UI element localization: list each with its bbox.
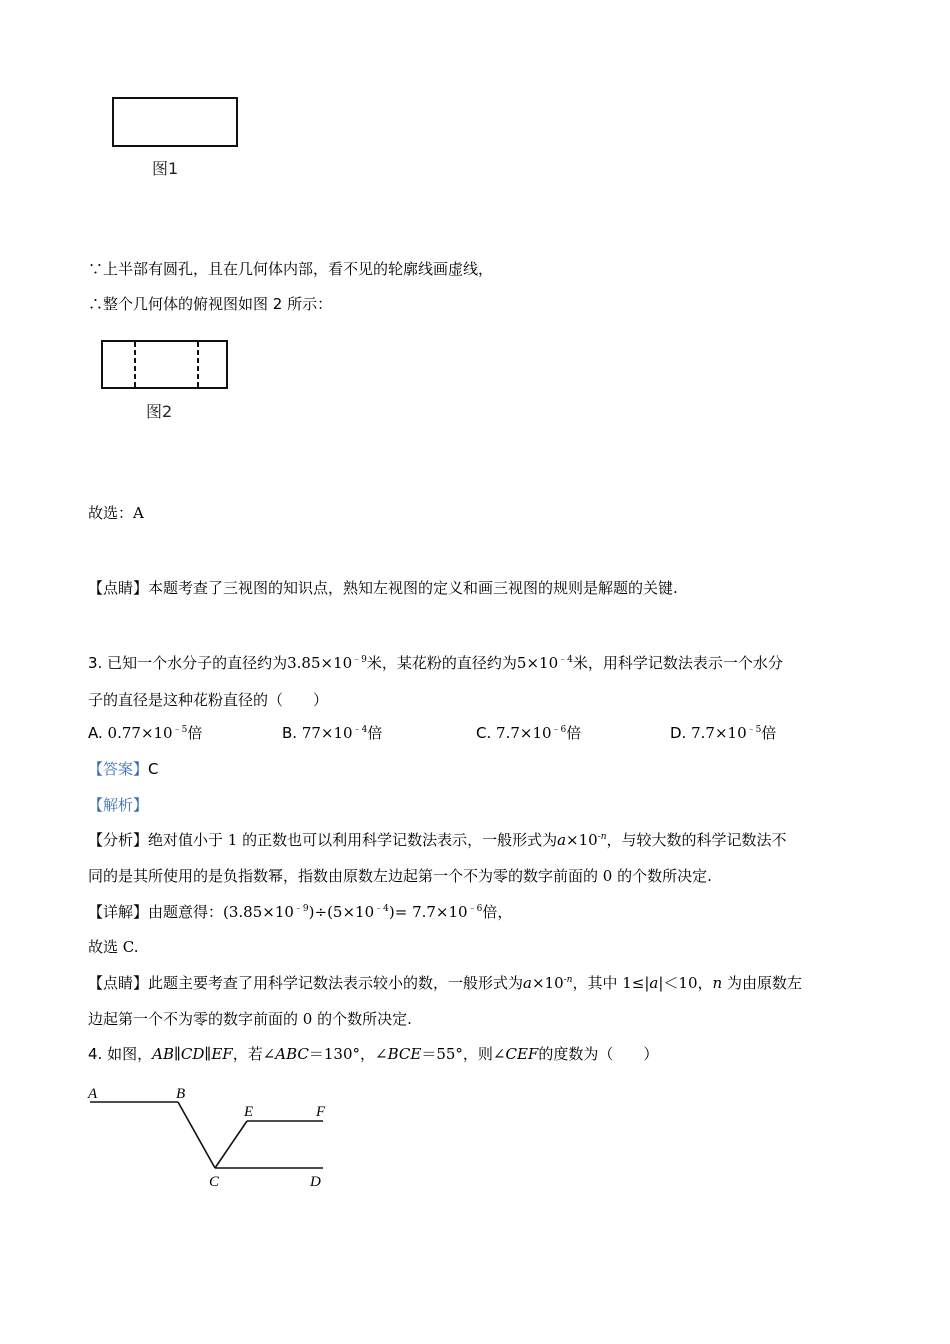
q3-line-1 xyxy=(88,652,783,673)
fenxi-end: ，与较大数的科学记数法不 xyxy=(606,831,787,849)
dianjing-var-n: n xyxy=(712,974,723,992)
option-label: D. xyxy=(670,724,687,742)
q3-text-a: 已知一个水分子的直径约为 xyxy=(107,654,288,672)
detail-exp-1: ﹣9 xyxy=(293,904,309,914)
choose-a-line: 故选：A xyxy=(88,504,144,522)
q3-dianjing-line-1 xyxy=(88,972,802,993)
detail-exp-3: ﹣6 xyxy=(467,904,483,914)
q4-text-b: ，若∠ xyxy=(232,1045,276,1063)
note-2-line: 【点睛】本题考查了三视图的知识点，熟知左视图的定义和画三视图的规则是解题的关键. xyxy=(88,579,678,597)
option-value: 7.7×10 xyxy=(496,724,552,742)
dianjing-mid: ，其中 1≤| xyxy=(572,974,650,992)
q4-text-a: 如图， xyxy=(107,1045,153,1063)
q4-angle-bce: BCE xyxy=(387,1045,422,1063)
q3-value-1: 3.85×10 xyxy=(287,654,353,672)
therefore-num: 2 xyxy=(272,295,283,313)
detail-exp-2: ﹣4 xyxy=(374,904,389,914)
label-c: C xyxy=(209,1174,220,1190)
fenxi-times: ×10 xyxy=(566,831,598,849)
figure-1-caption: 图1 xyxy=(152,159,179,178)
option-label: C. xyxy=(476,724,492,742)
detail-c: )= 7.7×10 xyxy=(388,903,468,921)
q4-geometry-diagram xyxy=(82,1078,342,1198)
q4-figure xyxy=(82,1078,342,1202)
q4-number: 4. xyxy=(88,1045,103,1063)
label-b: B xyxy=(176,1086,186,1102)
fenxi-text: 【分析】绝对值小于 1 的正数也可以利用科学记数法表示，一般形式为 xyxy=(88,831,558,849)
q3-fenxi-line-2: 同的是其所使用的是负指数幂，指数由原数左边起第一个不为零的数字前面的 0 的个数所决定. xyxy=(88,867,712,885)
option-exp: ﹣5 xyxy=(746,725,762,735)
answer-value: C xyxy=(148,760,159,778)
q4-text-e: 的度数为（ ） xyxy=(538,1045,659,1063)
option-label: A. xyxy=(88,724,103,742)
q3-dianjing-line-2: 边起第一个不为零的数字前面的 0 的个数所决定. xyxy=(88,1010,412,1028)
option-exp: ﹣6 xyxy=(551,725,567,735)
q3-line-2: 子的直径是这种花粉直径的（ ） xyxy=(88,691,329,709)
q3-fenxi-line-1 xyxy=(88,829,787,850)
therefore-prefix: ∴整个几何体的俯视图如图 xyxy=(88,295,269,313)
dianjing-mid-2: |＜10， xyxy=(658,974,713,992)
detail-a: 【详解】由题意得：(3.85×10 xyxy=(88,903,294,921)
label-a: A xyxy=(88,1086,98,1102)
figure-2-caption: 图2 xyxy=(146,402,173,421)
q3-number: 3. xyxy=(88,654,103,672)
q3-option-c[interactable] xyxy=(476,722,581,743)
figure-1 xyxy=(112,97,242,153)
option-exp: ﹣4 xyxy=(352,725,368,735)
option-label: B. xyxy=(282,724,298,742)
option-unit: 倍 xyxy=(761,724,777,742)
fenxi-var: a xyxy=(557,831,567,849)
q3-text-c: 米，用科学记数法表示一个水分 xyxy=(572,654,783,672)
detail-d: 倍， xyxy=(482,903,513,921)
therefore-suffix: 所示： xyxy=(287,295,333,313)
q3-value-2: 5×10 xyxy=(516,654,559,672)
dianjing-var-a: a xyxy=(649,974,659,992)
label-f: F xyxy=(316,1104,326,1120)
fenxi-exp: -n xyxy=(597,832,607,842)
q3-option-d[interactable] xyxy=(670,722,776,743)
option-unit: 倍 xyxy=(187,724,203,742)
option-exp: ﹣5 xyxy=(172,725,188,735)
q4-parallel: AB∥CD∥EF xyxy=(152,1045,233,1063)
figure-1-rectangle xyxy=(112,97,242,149)
label-d: D xyxy=(310,1174,321,1190)
q4-angle-cef: CEF xyxy=(505,1045,539,1063)
line-ce xyxy=(215,1121,247,1168)
therefore-line xyxy=(88,293,332,314)
q3-detail-line xyxy=(88,901,512,922)
q3-answer-line xyxy=(88,758,159,779)
q4-angle-abc: ABC xyxy=(275,1045,309,1063)
q3-choose-line: 故选 C. xyxy=(88,938,139,956)
dianjing-exp: -n xyxy=(563,975,573,985)
dianjing-text: 【点睛】此题主要考查了用科学记数法表示较小的数，一般形式为 xyxy=(88,974,524,992)
option-value: 0.77×10 xyxy=(107,724,173,742)
figure-2-rectangle xyxy=(101,340,233,392)
dianjing-var: a xyxy=(523,974,532,992)
q3-text-b: 米，某花粉的直径约为 xyxy=(366,654,517,672)
because-line: ∵上半部有圆孔，且在几何体内部，看不见的轮廓线画虚线， xyxy=(88,260,494,278)
label-e: E xyxy=(244,1104,254,1120)
q4-text-d: ＝55°，则∠ xyxy=(421,1045,506,1063)
dianjing-end: 为由原数左 xyxy=(722,974,802,992)
analysis-tag: 【解析】 xyxy=(88,796,149,814)
option-value: 7.7×10 xyxy=(691,724,747,742)
answer-tag: 【答案】 xyxy=(88,760,149,778)
line-bc xyxy=(178,1102,215,1168)
q3-option-b[interactable] xyxy=(282,722,382,743)
figure-2 xyxy=(101,340,233,396)
option-value: 77×10 xyxy=(301,724,353,742)
q4-text-c: ＝130°，∠ xyxy=(308,1045,388,1063)
q4-line xyxy=(88,1043,658,1064)
q3-option-a[interactable] xyxy=(88,722,202,743)
q3-exp-1: ﹣9 xyxy=(352,655,367,665)
detail-b: )÷(5×10 xyxy=(308,903,375,921)
dianjing-times: ×10 xyxy=(531,974,564,992)
option-unit: 倍 xyxy=(566,724,582,742)
option-unit: 倍 xyxy=(367,724,383,742)
q3-exp-2: ﹣4 xyxy=(558,655,573,665)
